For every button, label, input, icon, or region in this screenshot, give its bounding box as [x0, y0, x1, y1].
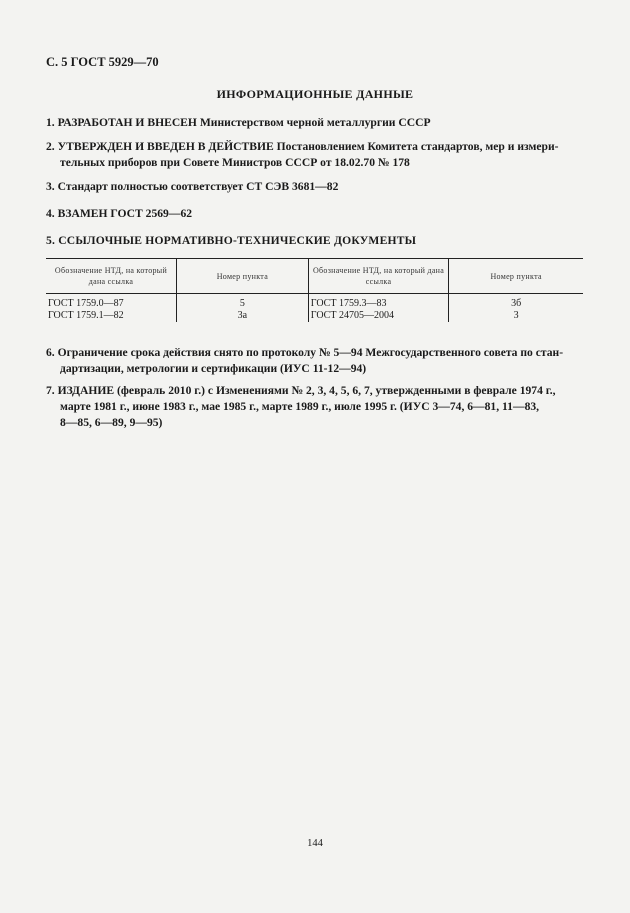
info-item-7-line-2: марте 1981 г., июне 1983 г., мае 1985 г., марте 1989 г., июле 1995 г. (ИУС 3—74, 6—81, 11—83,	[60, 400, 540, 413]
info-item-3: 3. Стандарт полностью соответствует СТ СЭВ 3681—82	[46, 180, 339, 193]
table-cell: ГОСТ 1759.1—82	[46, 310, 176, 322]
table-row	[46, 294, 583, 311]
info-item-1: 1. РАЗРАБОТАН И ВНЕСЕН Министерством черной металлургии СССР	[46, 116, 431, 129]
table-header-point-2: Номер пункта	[449, 259, 583, 294]
table-row	[46, 310, 583, 322]
info-item-2	[46, 139, 586, 171]
table-cell: 5	[176, 294, 308, 311]
table-cell: 3	[513, 310, 519, 321]
table-header-row	[46, 259, 583, 294]
page-header: С. 5 ГОСТ 5929—70	[46, 55, 159, 69]
info-item-6-line-2: дартизации, метрологии и сертификации (ИУС 11-12—94)	[60, 362, 367, 375]
table-header-doc-1: Обозначение НТД, на который дана ссылка	[46, 259, 176, 294]
reference-table	[46, 258, 583, 322]
table-header-doc-2: Обозначение НТД, на который дана ссылка	[308, 259, 449, 294]
info-item-6	[46, 345, 586, 377]
table-cell: 3б	[511, 298, 522, 309]
table-cell: ГОСТ 24705—2004	[308, 310, 449, 322]
section-title: ИНФОРМАЦИОННЫЕ ДАННЫЕ	[216, 87, 414, 101]
table-cell: 3а	[176, 310, 308, 322]
info-item-7	[46, 383, 586, 431]
info-item-2-line-1: 2. УТВЕРЖДЕН И ВВЕДЕН В ДЕЙСТВИЕ Постановлением Комитета стандартов, мер и измери-	[46, 140, 559, 153]
info-item-6-line-1: 6. Ограничение срока действия снято по протоколу № 5—94 Межгосударственного совета по стан-	[46, 346, 564, 359]
info-item-4: 4. ВЗАМЕН ГОСТ 2569—62	[46, 207, 193, 220]
info-item-2-line-2: тельных приборов при Совете Министров СССР от 18.02.70 № 178	[60, 156, 410, 169]
info-item-7-line-3: 8—85, 6—89, 9—95)	[60, 416, 163, 429]
table-header-point-1: Номер пункта	[176, 259, 308, 294]
table-cell: ГОСТ 1759.0—87	[46, 294, 176, 311]
table-cell: ГОСТ 1759.3—83	[308, 294, 449, 311]
page-number: 144	[307, 838, 323, 849]
info-item-7-line-1: 7. ИЗДАНИЕ (февраль 2010 г.) с Изменениями № 2, 3, 4, 5, 6, 7, утвержденными в феврале 1974 г.,	[46, 384, 556, 397]
info-item-5: 5. ССЫЛОЧНЫЕ НОРМАТИВНО-ТЕХНИЧЕСКИЕ ДОКУМЕНТЫ	[46, 234, 417, 247]
